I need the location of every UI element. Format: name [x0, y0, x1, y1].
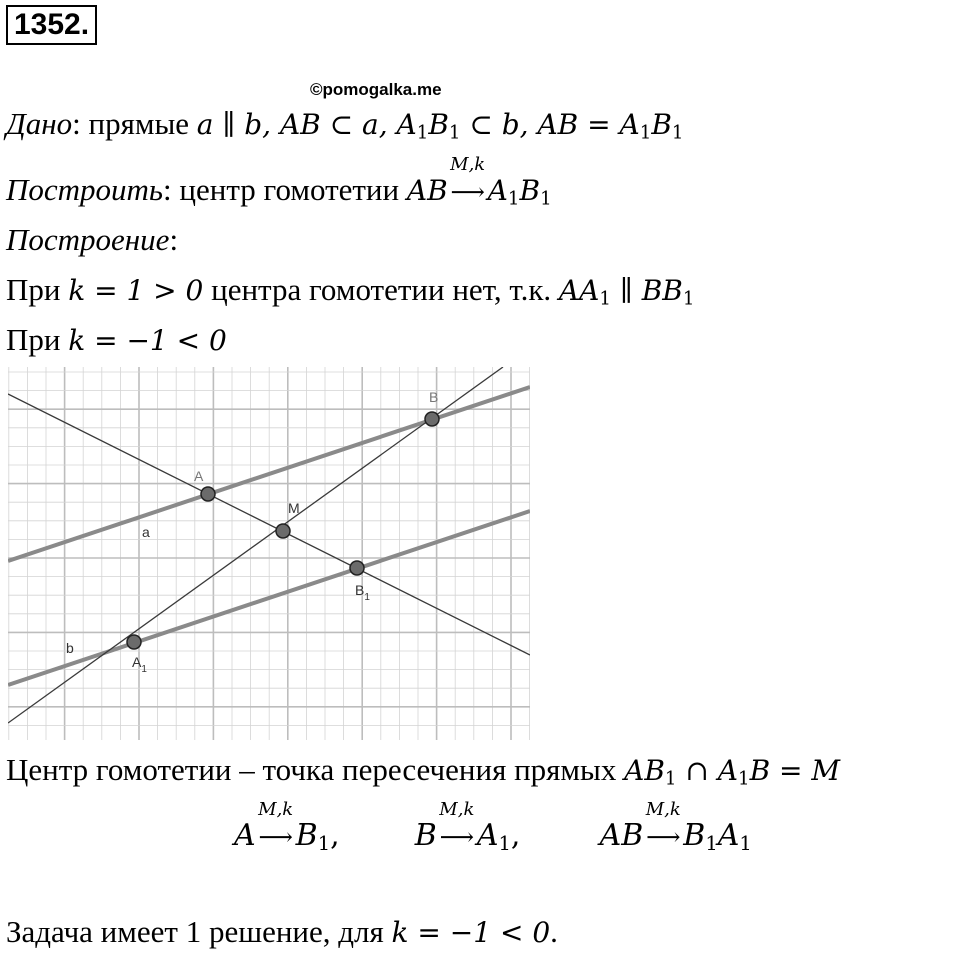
given-label: Дано — [6, 106, 73, 141]
case-k-minus1-math: k = −1 < 0 — [68, 324, 227, 357]
mapping-3: AB M,k $⟶B_1A_1$ — [599, 799, 752, 855]
given-line — [6, 106, 683, 144]
center-math: $AB_1$ ∩ $A_1B = M$ — [624, 754, 841, 790]
point-B — [425, 412, 439, 426]
case-k1-text: центра гомотетии нет, т.к. — [211, 272, 552, 307]
label-line-b: b — [66, 640, 74, 656]
mappings-line — [234, 799, 752, 855]
answer-text: Задача имеет 1 решение, для — [6, 914, 384, 949]
construction-line: Построение: — [6, 222, 179, 257]
watermark: ©pomogalka.me — [310, 80, 442, 99]
mapping-2: B M,k $⟶A_1$, — [414, 799, 521, 855]
problem-number: 1352. — [6, 5, 97, 45]
given-sep: : — [72, 106, 81, 141]
case-k1-prefix: При — [6, 272, 61, 307]
given-math: a ∥ b, AB ⊂ a, $A_1B_1$ ⊂ b, AB = $A_1B_1$ — [196, 108, 684, 144]
given-text: прямые — [88, 106, 190, 141]
case-k1-parallel: $AA_1$ ∥ $BB_1$ — [558, 274, 695, 310]
mapping-arrow-icon: M,k ⟶ — [645, 799, 681, 851]
mapping-1: A M,k $⟶B_1$, — [234, 799, 340, 855]
center-line — [6, 752, 840, 790]
build-line — [6, 154, 552, 210]
build-sep: : — [163, 172, 172, 207]
point-A1 — [127, 635, 141, 649]
mapping-arrow-icon: M,k ⟶ — [450, 154, 486, 206]
case-k1-math: k = 1 > 0 — [68, 274, 204, 307]
build-math: AB M,k $⟶A_1B_1$ — [406, 154, 552, 210]
mapping-arrow-icon: M,k ⟶ — [439, 799, 475, 851]
point-A — [201, 487, 215, 501]
label-B: B — [429, 389, 439, 405]
homothety-figure — [8, 367, 530, 740]
build-label: Построить — [6, 172, 164, 207]
point-M — [276, 524, 290, 538]
label-B1: $B_1$ — [355, 582, 370, 603]
build-text: центр гомотетии — [179, 172, 400, 207]
answer-line: Задача имеет 1 решение, для k = −1 < 0. — [6, 914, 558, 949]
label-A: A — [194, 468, 204, 484]
answer-math: k = −1 < 0 — [391, 916, 551, 949]
label-A1: $A_1$ — [132, 654, 147, 675]
case-k-minus1-prefix: При — [6, 322, 61, 357]
construction-label: Построение — [6, 222, 170, 257]
case-k-minus1-line — [6, 322, 227, 358]
case-k1-line — [6, 272, 694, 310]
label-line-a: a — [142, 524, 150, 540]
mapping-arrow-icon: M,k ⟶ — [258, 799, 294, 851]
point-B1 — [350, 561, 364, 575]
center-text: Центр гомотетии – точка пересечения прямых — [6, 752, 617, 787]
label-M: M — [288, 500, 300, 516]
grid — [8, 367, 530, 740]
